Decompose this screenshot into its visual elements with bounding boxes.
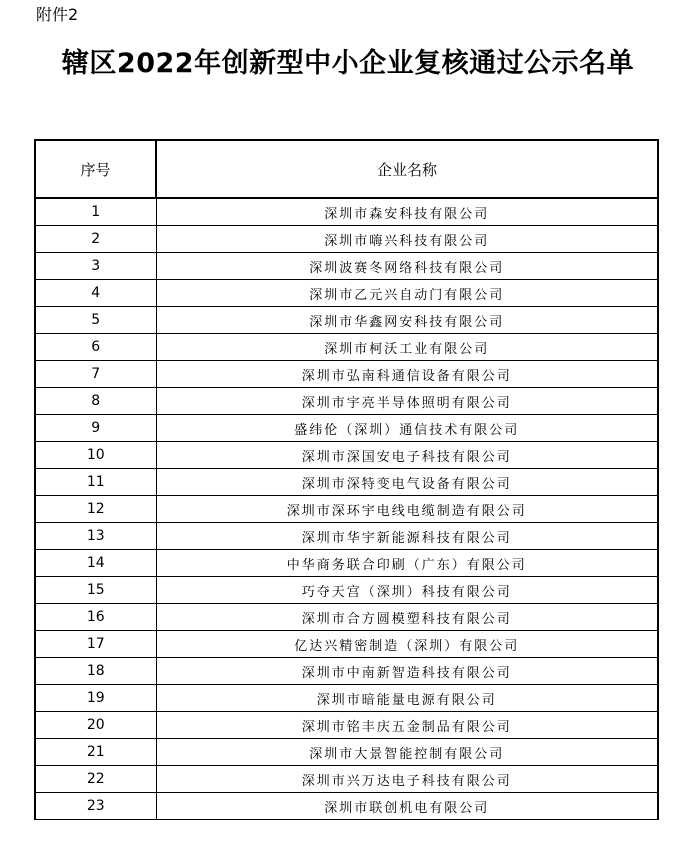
table-row: [35, 253, 658, 280]
table-header-row: [35, 140, 658, 198]
table-header: [35, 140, 658, 198]
enterprise-name-cell: 深圳市弘南科通信设备有限公司: [156, 361, 658, 388]
table-row: [35, 226, 658, 253]
table-row: [35, 793, 658, 820]
column-header-index: 序号: [35, 140, 156, 198]
table-body: [35, 198, 658, 820]
enterprise-name-cell: 深圳市铭丰庆五金制品有限公司: [156, 712, 658, 739]
row-index-cell: 10: [35, 442, 156, 469]
enterprise-list-table: [34, 139, 659, 820]
row-index-cell: 2: [35, 226, 156, 253]
enterprise-name-cell: 深圳市兴万达电子科技有限公司: [156, 766, 658, 793]
table-row: [35, 280, 658, 307]
enterprise-name-cell: 深圳市深环宇电线电缆制造有限公司: [156, 496, 658, 523]
row-index-cell: 9: [35, 415, 156, 442]
row-index-cell: 19: [35, 685, 156, 712]
table-row: [35, 469, 658, 496]
table-row: [35, 577, 658, 604]
row-index-cell: 14: [35, 550, 156, 577]
enterprise-name-cell: 深圳市合方圆模塑科技有限公司: [156, 604, 658, 631]
enterprise-name-cell: 深圳市中南新智造科技有限公司: [156, 658, 658, 685]
row-index-cell: 11: [35, 469, 156, 496]
table-row: [35, 361, 658, 388]
row-index-cell: 18: [35, 658, 156, 685]
enterprise-name-cell: 深圳市乙元兴自动门有限公司: [156, 280, 658, 307]
enterprise-name-cell: 深圳市宇亮半导体照明有限公司: [156, 388, 658, 415]
enterprise-name-cell: 深圳市深国安电子科技有限公司: [156, 442, 658, 469]
enterprise-name-cell: 深圳市森安科技有限公司: [156, 198, 658, 226]
table-row: [35, 766, 658, 793]
table-row: [35, 496, 658, 523]
table-row: [35, 198, 658, 226]
attachment-label: 附件2: [36, 5, 79, 24]
table-row: [35, 631, 658, 658]
enterprise-name-cell: 盛纬伦（深圳）通信技术有限公司: [156, 415, 658, 442]
row-index-cell: 7: [35, 361, 156, 388]
row-index-cell: 17: [35, 631, 156, 658]
enterprise-name-cell: 亿达兴精密制造（深圳）有限公司: [156, 631, 658, 658]
table-row: [35, 685, 658, 712]
document-title: 辖区2022年创新型中小企业复核通过公示名单: [61, 48, 635, 79]
row-index-cell: 15: [35, 577, 156, 604]
enterprise-name-cell: 深圳市华鑫网安科技有限公司: [156, 307, 658, 334]
enterprise-name-cell: 深圳市暗能量电源有限公司: [156, 685, 658, 712]
row-index-cell: 12: [35, 496, 156, 523]
enterprise-name-cell: 深圳市大景智能控制有限公司: [156, 739, 658, 766]
row-index-cell: 5: [35, 307, 156, 334]
enterprise-name-cell: 深圳市柯沃工业有限公司: [156, 334, 658, 361]
row-index-cell: 16: [35, 604, 156, 631]
column-header-enterprise-name: 企业名称: [156, 140, 658, 198]
table-row: [35, 712, 658, 739]
row-index-cell: 4: [35, 280, 156, 307]
row-index-cell: 23: [35, 793, 156, 820]
table-row: [35, 604, 658, 631]
enterprise-name-cell: 深圳市嗨兴科技有限公司: [156, 226, 658, 253]
row-index-cell: 6: [35, 334, 156, 361]
table-row: [35, 523, 658, 550]
row-index-cell: 22: [35, 766, 156, 793]
row-index-cell: 21: [35, 739, 156, 766]
enterprise-name-cell: 深圳市华宇新能源科技有限公司: [156, 523, 658, 550]
table-row: [35, 388, 658, 415]
row-index-cell: 13: [35, 523, 156, 550]
row-index-cell: 20: [35, 712, 156, 739]
table-row: [35, 739, 658, 766]
table-row: [35, 307, 658, 334]
table-row: [35, 415, 658, 442]
enterprise-name-cell: 巧夺天宫（深圳）科技有限公司: [156, 577, 658, 604]
table-row: [35, 334, 658, 361]
table-row: [35, 550, 658, 577]
row-index-cell: 8: [35, 388, 156, 415]
enterprise-name-cell: 深圳市深特变电气设备有限公司: [156, 469, 658, 496]
table-row: [35, 658, 658, 685]
enterprise-name-cell: 深圳市联创机电有限公司: [156, 793, 658, 820]
row-index-cell: 3: [35, 253, 156, 280]
enterprise-name-cell: 中华商务联合印刷（广东）有限公司: [156, 550, 658, 577]
table-row: [35, 442, 658, 469]
row-index-cell: 1: [35, 198, 156, 226]
enterprise-name-cell: 深圳波赛冬网络科技有限公司: [156, 253, 658, 280]
